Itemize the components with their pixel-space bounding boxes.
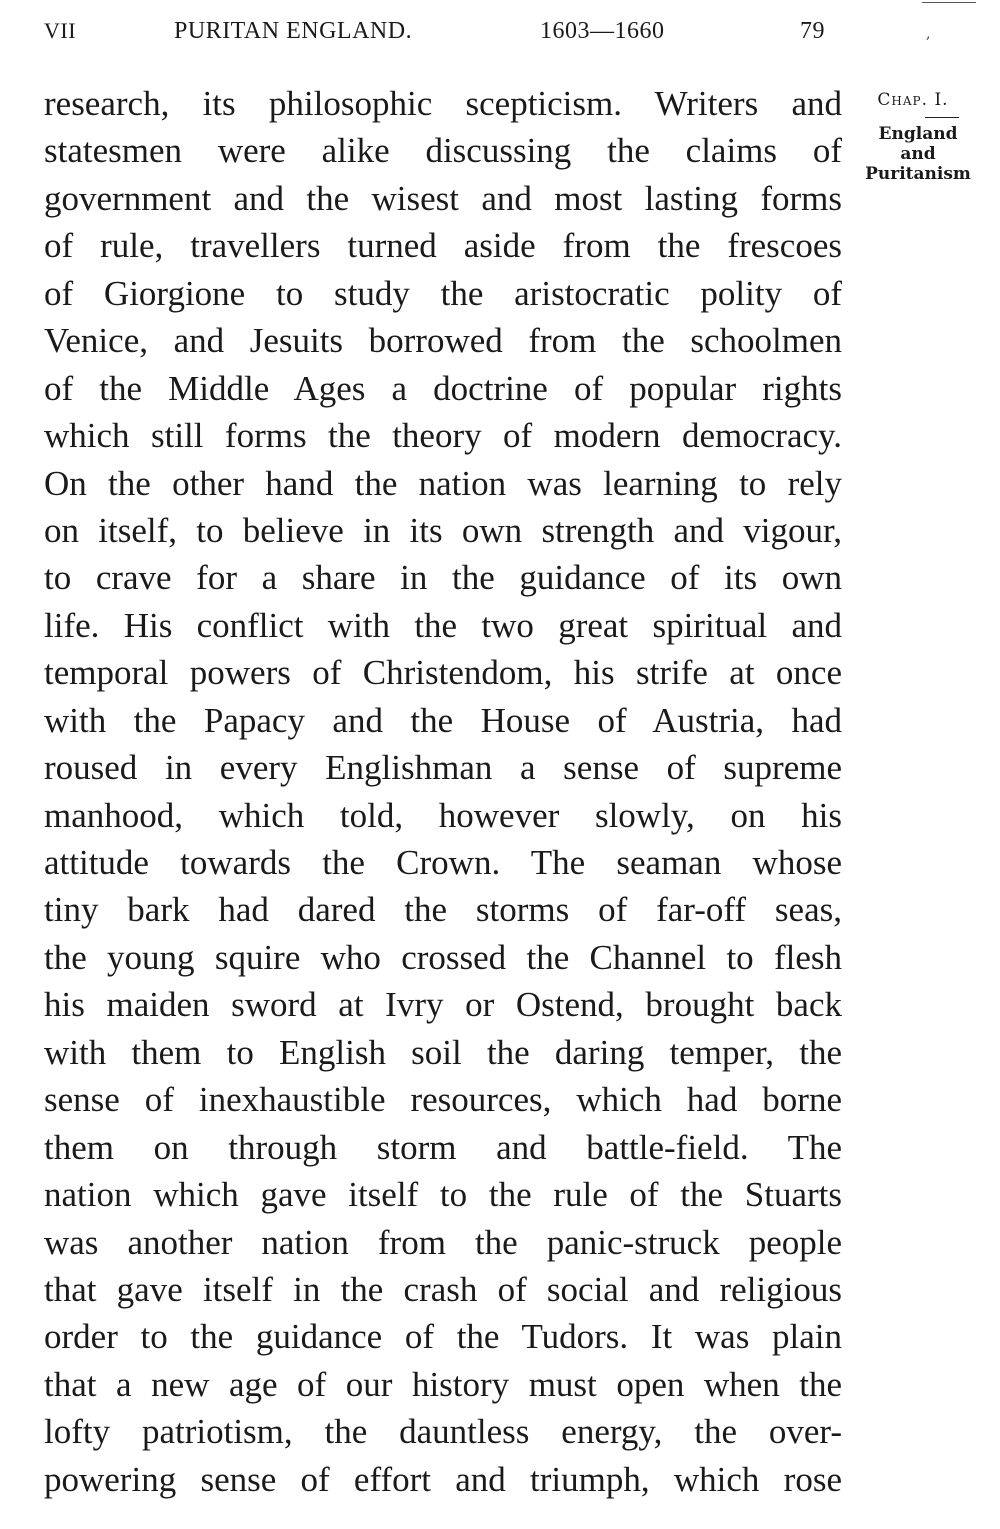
- text-line: of Giorgione to study the aristocratic polity of: [44, 273, 842, 313]
- page-number: 79: [800, 18, 825, 44]
- text-line: that a new age of our history must open when the: [44, 1364, 842, 1404]
- text-line: which still forms the theory of modern democracy.: [44, 416, 842, 456]
- text-line: life. His conflict with the two great spiritual and: [44, 605, 842, 645]
- header-date-range: 1603—1660: [540, 18, 665, 44]
- text-line: attitude towards the Crown. The seaman whose: [44, 843, 842, 882]
- text-line: research, its philosophic scepticism. Writers and: [44, 84, 842, 123]
- margin-sidenote: [848, 92, 988, 184]
- text-line: lofty patriotism, the dauntless energy, the over-: [44, 1412, 842, 1452]
- sidenote-rule: [925, 117, 959, 118]
- text-line: sense of inexhaustible resources, which had borne: [44, 1080, 842, 1120]
- text-line: with them to English soil the daring temper, the: [44, 1032, 842, 1072]
- header-chapter-number: VII: [44, 18, 77, 43]
- text-line: manhood, which told, however slowly, on his: [44, 795, 842, 835]
- sidenote-topic-line: Puritanism: [865, 164, 971, 184]
- running-header: [44, 14, 844, 50]
- text-line: that gave itself in the crash of social and religious: [44, 1269, 842, 1309]
- text-line: them on through storm and battle-field. The: [44, 1127, 842, 1167]
- text-line: Venice, and Jesuits borrowed from the schoolmen: [44, 321, 842, 361]
- text-line: of rule, travellers turned aside from the frescoes: [44, 226, 842, 266]
- text-line: on itself, to believe in its own strength and vigour,: [44, 510, 842, 550]
- text-line: tiny bark had dared the storms of far-off seas,: [44, 890, 842, 930]
- text-line: order to the guidance of the Tudors. It was plain: [44, 1317, 842, 1357]
- header-book-title: PURITAN ENGLAND.: [174, 18, 413, 44]
- body-text: [44, 80, 842, 1503]
- text-line: nation which gave itself to the rule of the Stuarts: [44, 1175, 842, 1215]
- text-line: was another nation from the panic-struck people: [44, 1222, 842, 1262]
- corner-tick-mark: ,: [926, 26, 931, 42]
- text-line: government and the wisest and most lasting forms: [44, 178, 842, 218]
- text-line: On the other hand the nation was learning to rely: [44, 463, 842, 503]
- sidenote-topic-line: England: [878, 124, 958, 144]
- text-line: powering sense of effort and triumph, which rose: [44, 1459, 842, 1499]
- text-line: the young squire who crossed the Channel to flesh: [44, 937, 842, 977]
- sidenote-topic-line: and: [900, 144, 936, 164]
- text-line: roused in every Englishman a sense of supreme: [44, 748, 842, 788]
- text-line: with the Papacy and the House of Austria, had: [44, 700, 842, 740]
- text-line: of the Middle Ages a doctrine of popular rights: [44, 368, 842, 408]
- sidenote-chapter: Chap. I.: [877, 90, 949, 110]
- text-line: his maiden sword at Ivry or Ostend, brought back: [44, 985, 842, 1025]
- text-line: statesmen were alike discussing the claims of: [44, 131, 842, 171]
- text-line: to crave for a share in the guidance of its own: [44, 558, 842, 598]
- text-line: temporal powers of Christendom, his strife at once: [44, 653, 842, 693]
- corner-mark: [922, 2, 976, 5]
